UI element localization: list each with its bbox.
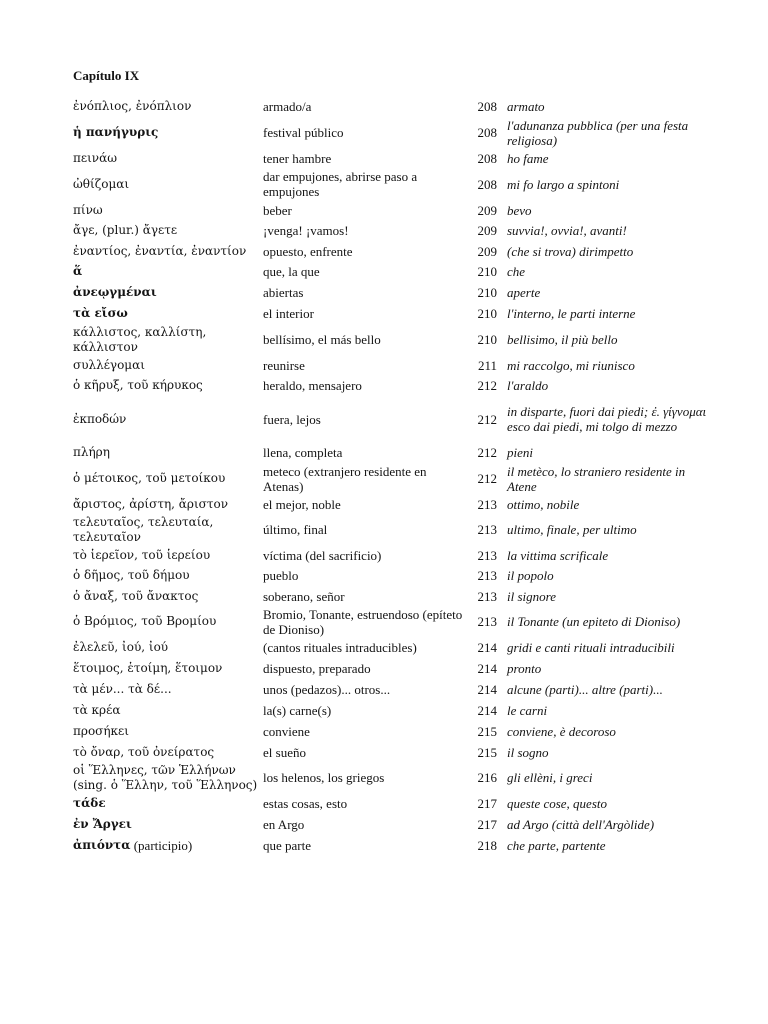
line-number: 213 [477,568,497,583]
line-number: 208 [477,150,497,166]
line-number: 214 [477,661,497,676]
italian-translation: le carni [507,703,548,718]
line-number: 217 [477,817,497,832]
greek-term-text: ἄριστος, ἀρίστη, ἄριστον [73,496,228,511]
greek-term-text: ἐναντίος, ἐναντία, ἐναντίον [73,243,247,258]
spanish-translation: reunirse [263,357,305,373]
spanish-translation: pueblo [263,568,299,583]
greek-term-text: τάδε [73,796,106,810]
line-number: 214 [477,640,497,655]
greek-term [73,793,263,814]
greek-term [73,637,263,658]
spanish-translation: unos (pedazos)... otros... [263,682,391,697]
greek-term-text: οἱ Ἕλληνες, τῶν Ἑλλήνων (sing. ὁ Ἕλλην, τοῦ Ἕλληνος) [73,762,258,792]
greek-term-text: πίνω [73,202,103,217]
line-number: 216 [477,770,497,785]
greek-term-text: τὸ ἱερεῖον, τοῦ ἱερείου [73,547,211,562]
vocabulary-list [0,96,768,856]
line-number: 212 [477,471,497,486]
line-number: 218 [477,838,497,853]
greek-term-text: τὰ μέν... τὰ δέ... [73,682,172,696]
italian-translation: ho fame [507,150,549,166]
spanish-translation: fuera, lejos [263,411,321,427]
greek-term-text: ἕτοιμος, ἑτοίμη, ἕτοιμον [73,661,223,675]
italian-translation: gli ellèni, i greci [507,770,593,785]
vocab-row [0,96,768,117]
italian-translation: bellisimo, il più bello [507,332,618,347]
greek-term-text: κάλλιστος, καλλίστη, κάλλιστον [73,324,207,354]
greek-term [73,442,263,463]
vocab-row [0,700,768,721]
vocab-row [0,679,768,700]
greek-term-text: ὁ κῆρυξ, τοῦ κήρυκος [73,378,203,392]
greek-term-text: ἐν Ἄργει [73,817,132,831]
greek-term [73,200,263,220]
spanish-translation: tener hambre [263,150,332,166]
greek-term [73,220,263,241]
greek-term [73,742,263,762]
spanish-translation: víctima (del sacrificio) [263,547,382,563]
greek-term [73,117,263,148]
spanish-translation: Bromio, Tonante, estruendoso (epíteto de Dioniso) [263,606,463,637]
greek-term [73,168,263,200]
spanish-translation: en Argo [263,817,305,832]
greek-term-text: ἐκποδών [73,411,127,426]
vocab-row [0,742,768,762]
spanish-translation: ¡venga! ¡vamos! [263,223,349,238]
vocab-row [0,200,768,220]
greek-term [73,835,263,856]
italian-translation: gridi e canti rituali intraducibili [507,640,675,655]
vocab-row [0,463,768,494]
greek-term-text: προσήκει [73,724,129,738]
line-number: 210 [477,264,497,279]
vocab-row [0,514,768,545]
vocab-row [0,565,768,586]
line-number: 208 [477,125,497,140]
vocab-row [0,835,768,856]
line-number: 209 [477,243,497,259]
italian-translation: ad Argo (città dell'Argòlide) [507,817,655,832]
greek-term-text: ἀνεῳγμέναι [73,285,157,299]
greek-term [73,324,263,355]
greek-term [73,375,263,396]
italian-translation: l'araldo [507,378,549,393]
spanish-translation: (cantos rituales intraducibles) [263,640,417,655]
greek-term-text: ὁ μέτοικος, τοῦ μετοίκου [73,471,226,485]
greek-term-text: ἐλελεῦ, ἰού, ἰού [73,640,169,654]
italian-translation: pieni [507,445,533,460]
vocab-row [0,545,768,565]
italian-translation: in disparte, fuori dai piedi; ἐ. γίγνομαι esco dai piedi, mi tolgo di mezzo [507,404,707,434]
greek-term [73,282,263,303]
vocab-row [0,721,768,742]
spanish-translation: conviene [263,724,310,739]
italian-translation: mi raccolgo, mi riunisco [507,357,635,373]
vocab-row [0,606,768,637]
spanish-translation: la(s) carne(s) [263,703,332,718]
spanish-translation: el interior [263,306,314,321]
greek-term [73,514,263,545]
greek-term [73,463,263,494]
italian-translation: l'adunanza pubblica (per una festa religiosa) [507,117,689,148]
vocab-row [0,282,768,303]
vocab-row [0,637,768,658]
spanish-translation: estas cosas, esto [263,796,348,811]
vocab-row [0,117,768,148]
vocab-row [0,148,768,168]
spanish-translation: que, la que [263,264,320,279]
vocab-row [0,168,768,200]
greek-term-text: συλλέγομαι [73,357,145,372]
italian-translation: il Tonante (un epiteto di Dioniso) [507,614,681,629]
line-number: 217 [477,796,497,811]
spanish-translation: soberano, señor [263,588,345,604]
greek-term-text: ἐνόπλιος, ἐνόπλιον [73,99,192,113]
italian-translation: (che si trova) dirimpetto [507,243,634,259]
italian-translation: l'interno, le parti interne [507,306,636,321]
vocab-row [0,324,768,355]
italian-translation: che parte, partente [507,838,606,853]
italian-translation: queste cose, questo [507,796,608,811]
greek-term-text: ὁ Βρόμιος, τοῦ Βρομίου [73,614,217,628]
spanish-translation: bellísimo, el más bello [263,332,381,347]
line-number: 209 [477,223,497,238]
italian-translation: il metèco, lo straniero residente in Atene [507,463,686,494]
chapter-title: Capítulo IX [73,68,140,83]
spanish-translation: abiertas [263,285,304,300]
greek-term [73,700,263,721]
spanish-translation: el mejor, noble [263,496,341,512]
greek-term [73,96,263,117]
spanish-translation: opuesto, enfrente [263,243,353,259]
greek-term [73,545,263,565]
line-number: 214 [477,703,497,718]
spanish-translation: armado/a [263,99,312,114]
line-number: 209 [477,202,497,218]
greek-term-text: ἀπιόντα [73,838,131,852]
italian-translation: ottimo, nobile [507,496,580,512]
spanish-translation: llena, completa [263,445,343,460]
greek-term-text: ἅ [73,264,83,278]
italian-translation: aperte [507,285,541,300]
vocab-row [0,762,768,793]
vocab-row [0,494,768,514]
greek-term [73,762,263,793]
greek-term [73,721,263,742]
vocab-row [0,303,768,324]
italian-translation: il signore [507,588,556,604]
greek-term [73,606,263,637]
vocab-row [0,814,768,835]
vocab-row [0,442,768,463]
spanish-translation: que parte [263,838,312,853]
italian-translation: pronto [507,661,542,676]
greek-term [73,586,263,606]
greek-term [73,355,263,375]
greek-term-text: πεινάω [73,150,117,165]
vocab-row [0,658,768,679]
line-number: 213 [477,496,497,512]
italian-translation: ultimo, finale, per ultimo [507,522,637,537]
spanish-translation: beber [263,202,292,218]
spanish-translation: los helenos, los griegos [263,770,385,785]
italian-translation: alcune (parti)... altre (parti)... [507,682,663,697]
vocab-row [0,355,768,375]
italian-translation: bevo [507,202,532,218]
italian-translation: che [507,264,526,279]
greek-term [73,814,263,835]
italian-translation: conviene, è decoroso [507,724,616,739]
line-number: 210 [477,306,497,321]
greek-term-text: τὸ ὄναρ, τοῦ ὀνείρατος [73,744,215,759]
greek-term-text: ἄγε, (plur.) ἄγετε [73,223,178,237]
line-number: 212 [477,411,497,427]
line-number: 214 [477,682,497,697]
spanish-translation: heraldo, mensajero [263,378,362,393]
line-number: 213 [477,522,497,537]
greek-term-text: τὰ εἴσω [73,306,128,320]
spanish-translation: el sueño [263,744,306,760]
greek-term-text: πλήρη [73,445,110,459]
greek-term-text: τὰ κρέα [73,703,121,717]
greek-term [73,494,263,514]
greek-term [73,679,263,700]
spanish-translation: festival público [263,125,344,140]
line-number: 215 [477,744,497,760]
line-number: 208 [477,99,497,114]
line-number: 210 [477,285,497,300]
line-number: 215 [477,724,497,739]
greek-term-text: ὠθίζομαι [73,176,130,191]
vocab-row [0,793,768,814]
spanish-translation: meteco (extranjero residente en Atenas) [263,463,427,494]
vocab-row [0,220,768,241]
line-number: 210 [477,332,497,347]
line-number: 212 [477,445,497,460]
line-number: 212 [477,378,497,393]
italian-translation: mi fo largo a spintoni [507,176,620,192]
greek-term [73,658,263,679]
italian-translation: armato [507,99,545,114]
spanish-translation: dispuesto, preparado [263,661,371,676]
vocab-row [0,241,768,261]
italian-translation: suvvia!, ovvia!, avanti! [507,223,627,238]
italian-translation: la vittima scrificale [507,547,609,563]
line-number: 211 [477,357,497,373]
line-number: 213 [477,547,497,563]
greek-term-text: τελευταῖος, τελευταία, τελευταῖον [73,514,214,544]
line-number: 213 [477,588,497,604]
greek-term-text: ὁ δῆμος, τοῦ δήμου [73,568,190,582]
vocab-row [0,261,768,282]
line-number: 208 [477,176,497,192]
vocab-row [0,375,768,396]
greek-term [73,148,263,168]
greek-term [73,261,263,282]
grammar-note: (participio) [130,838,193,853]
italian-translation: il sogno [507,744,549,760]
vocab-row [0,396,768,442]
greek-term [73,565,263,586]
vocab-row [0,586,768,606]
greek-term [73,396,263,442]
spanish-translation: último, final [263,522,328,537]
greek-term-text: ὁ ἄναξ, τοῦ ἄνακτος [73,588,199,603]
line-number: 213 [477,614,497,629]
greek-term-text: ἡ πανήγυρις [73,125,159,139]
greek-term [73,303,263,324]
spanish-translation: dar empujones, abrirse paso a empujones [263,169,418,199]
greek-term [73,241,263,261]
italian-translation: il popolo [507,568,554,583]
